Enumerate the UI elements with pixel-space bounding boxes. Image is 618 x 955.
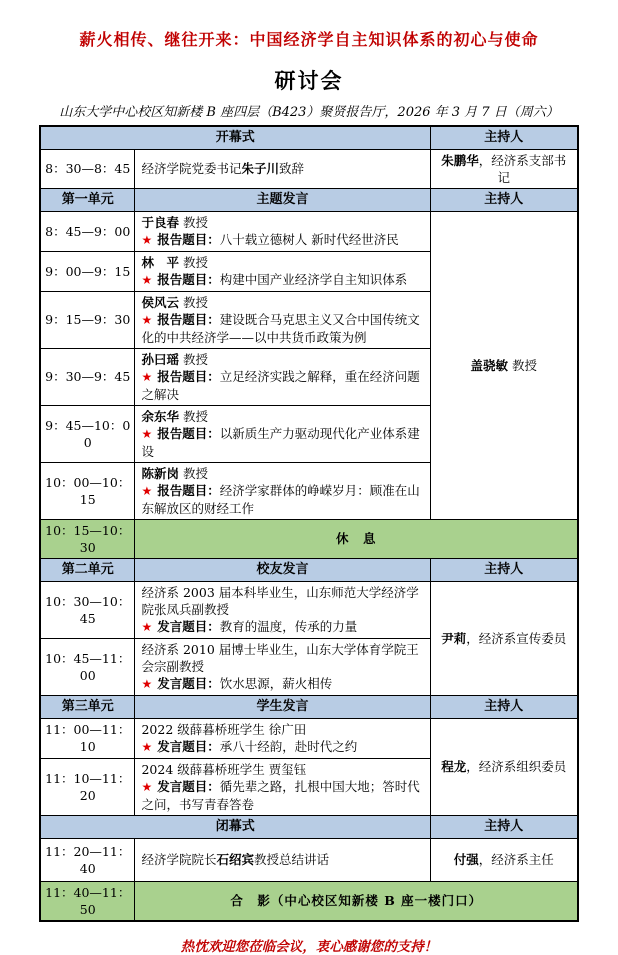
speaker-name: 于良春 (141, 214, 179, 230)
talk-cell (135, 348, 430, 405)
topic-label: 发言题目： (157, 738, 220, 754)
time-cell: 8：30—8：45 (40, 149, 135, 188)
host-header: 主持人 (430, 188, 578, 211)
talk-cell (135, 718, 430, 758)
time-cell: 11：40—11：50 (40, 881, 135, 921)
topic-label: 发言题目： (157, 675, 220, 691)
host-cell (430, 149, 578, 188)
section-label-unit2: 第二单元 (40, 558, 135, 581)
speaker-desc: 经济系 2010 届博士毕业生，山东大学体育学院王会宗副教授 (141, 641, 419, 674)
time-cell: 10：30—10：45 (40, 581, 135, 638)
speaker-title: 教授 (179, 408, 208, 424)
star-icon: ★ (141, 619, 153, 634)
time-cell: 11：20—11：40 (40, 838, 135, 881)
host-title: ，经济系支部书记 (478, 152, 567, 185)
topic-label: 报告题目： (157, 311, 220, 327)
section-title-unit1: 主题发言 (135, 188, 430, 211)
time-cell: 9：00—9：15 (40, 251, 135, 291)
topic-text: 建设既合马克思主义又合中国传统文化的中共经济学——以中共货币政策为例 (141, 311, 420, 345)
speaker-title: 教授 (179, 351, 208, 367)
time-cell: 11：10—11：20 (40, 758, 135, 815)
event-text-suffix: 教授总结讲话 (254, 852, 330, 868)
star-icon: ★ (141, 779, 153, 794)
host-title: ，经济系主任 (478, 852, 554, 868)
speaker-name: 孙曰瑶 (141, 351, 179, 367)
topic-text: 构建中国产业经济学自主知识体系 (219, 271, 408, 287)
talk-cell (135, 291, 430, 348)
host-name: 程龙 (441, 759, 467, 775)
host-cell-unit2 (430, 581, 578, 695)
topic-text: 以新质生产力驱动现代化产业体系建设 (141, 425, 420, 459)
agenda-row (40, 211, 578, 251)
host-name: 朱鹏华 (441, 152, 479, 168)
topic-label: 报告题目： (157, 425, 220, 441)
time-cell: 10：00—10：15 (40, 462, 135, 519)
section-title-closing: 闭幕式 (40, 815, 430, 838)
speaker-desc: 经济系 2003 届本科毕业生，山东师范大学经济学院张凤兵副教授 (141, 584, 419, 617)
section-header-unit3 (40, 695, 578, 718)
speaker-title: 教授 (179, 465, 208, 481)
time-cell: 10：15—10：30 (40, 519, 135, 558)
host-header: 主持人 (430, 815, 578, 838)
topic-text: 经济学家群体的峥嵘岁月：顾准在山东解放区的财经工作 (141, 482, 420, 516)
topic-label: 发言题目： (157, 778, 220, 794)
speaker-name: 陈新岗 (141, 465, 179, 481)
topic-text: 循先辈之路，扎根中国大地；答时代之问，书写青春答卷 (141, 778, 420, 812)
time-cell: 9：45—10：00 (40, 405, 135, 462)
host-header: 主持人 (430, 695, 578, 718)
host-title: 教授 (508, 357, 537, 373)
talk-cell (135, 211, 430, 251)
photo-row (40, 881, 578, 921)
photo-label: 合 影（中心校区知新楼 B 座一楼门口） (135, 881, 578, 921)
talk-cell (135, 462, 430, 519)
agenda-row-closing (40, 838, 578, 881)
host-cell-unit1 (430, 211, 578, 519)
page-subtitle: 研讨会 (274, 67, 344, 93)
agenda-row (40, 581, 578, 638)
topic-text: 八十载立德树人 新时代经世济民 (219, 231, 399, 247)
document-page (0, 30, 618, 955)
time-cell: 11：00—11：10 (40, 718, 135, 758)
section-label-unit3: 第三单元 (40, 695, 135, 718)
topic-label: 发言题目： (157, 618, 220, 634)
topic-label: 报告题目： (157, 231, 220, 247)
star-icon: ★ (141, 232, 153, 247)
event-text: 经济学院院长 (141, 852, 217, 868)
topic-text: 立足经济实践之解释，重在经济问题之解决 (141, 368, 420, 402)
event-cell (135, 838, 430, 881)
talk-cell (135, 251, 430, 291)
topic-label: 报告题目： (157, 482, 220, 498)
topic-text: 饮水思源，薪火相传 (219, 675, 333, 691)
break-label: 休 息 (135, 519, 578, 558)
talk-cell (135, 638, 430, 695)
speaker-title: 教授 (179, 294, 208, 310)
topic-text: 教育的温度，传承的力量 (219, 618, 358, 634)
section-title-unit2: 校友发言 (135, 558, 430, 581)
topic-label: 报告题目： (157, 271, 220, 287)
venue-date-line: 山东大学中心校区知新楼 B 座四层（B423）聚贤报告厅，2026 年 3 月 7 日（周六） (59, 104, 559, 120)
talk-cell (135, 405, 430, 462)
host-name: 付强 (453, 852, 479, 868)
topic-label: 报告题目： (157, 368, 220, 384)
time-cell: 10：45—11：00 (40, 638, 135, 695)
host-title: ，经济系宣传委员 (466, 630, 567, 646)
section-title-opening: 开幕式 (40, 126, 430, 150)
section-header-unit2 (40, 558, 578, 581)
speaker-name: 朱子川 (241, 161, 280, 177)
event-text: 经济学院党委书记 (141, 161, 242, 177)
star-icon: ★ (141, 676, 153, 691)
topic-text: 承八十经韵，赴时代之约 (219, 738, 358, 754)
footer-note: 热忱欢迎您莅临会议，衷心感谢您的支持！ (180, 938, 438, 955)
speaker-name: 余东华 (141, 408, 179, 424)
speaker-desc: 2022 级薛暮桥班学生 徐广田 (141, 721, 307, 737)
talk-cell (135, 758, 430, 815)
star-icon: ★ (141, 483, 153, 498)
page-title: 薪火相传、继往开来：中国经济学自主知识体系的初心与使命 (79, 30, 539, 49)
star-icon: ★ (141, 369, 153, 384)
agenda-table (39, 125, 579, 922)
event-cell (135, 149, 430, 188)
section-header-closing (40, 815, 578, 838)
speaker-name: 侯风云 (141, 294, 179, 310)
event-text-suffix: 致辞 (279, 161, 305, 177)
host-title: ，经济系组织委员 (466, 759, 567, 775)
section-title-unit3: 学生发言 (135, 695, 430, 718)
speaker-title: 教授 (179, 214, 208, 230)
agenda-row (40, 718, 578, 758)
star-icon: ★ (141, 426, 153, 441)
speaker-title: 教授 (179, 254, 208, 270)
speaker-name: 石绍宾 (216, 852, 255, 868)
host-header: 主持人 (430, 558, 578, 581)
time-cell: 9：15—9：30 (40, 291, 135, 348)
speaker-desc: 2024 级薛暮桥班学生 贾玺钰 (141, 761, 307, 777)
star-icon: ★ (141, 739, 153, 754)
host-name: 尹莉 (441, 630, 467, 646)
section-header-opening (40, 126, 578, 150)
time-cell: 8：45—9：00 (40, 211, 135, 251)
section-label-unit1: 第一单元 (40, 188, 135, 211)
host-name: 盖骁敏 (470, 357, 509, 373)
time-cell: 9：30—9：45 (40, 348, 135, 405)
star-icon: ★ (141, 272, 153, 287)
host-cell (430, 838, 578, 881)
speaker-name: 林 平 (141, 254, 179, 270)
host-cell-unit3 (430, 718, 578, 815)
star-icon: ★ (141, 312, 153, 327)
agenda-row-opening (40, 149, 578, 188)
break-row (40, 519, 578, 558)
host-header: 主持人 (430, 126, 578, 150)
section-header-unit1 (40, 188, 578, 211)
talk-cell (135, 581, 430, 638)
